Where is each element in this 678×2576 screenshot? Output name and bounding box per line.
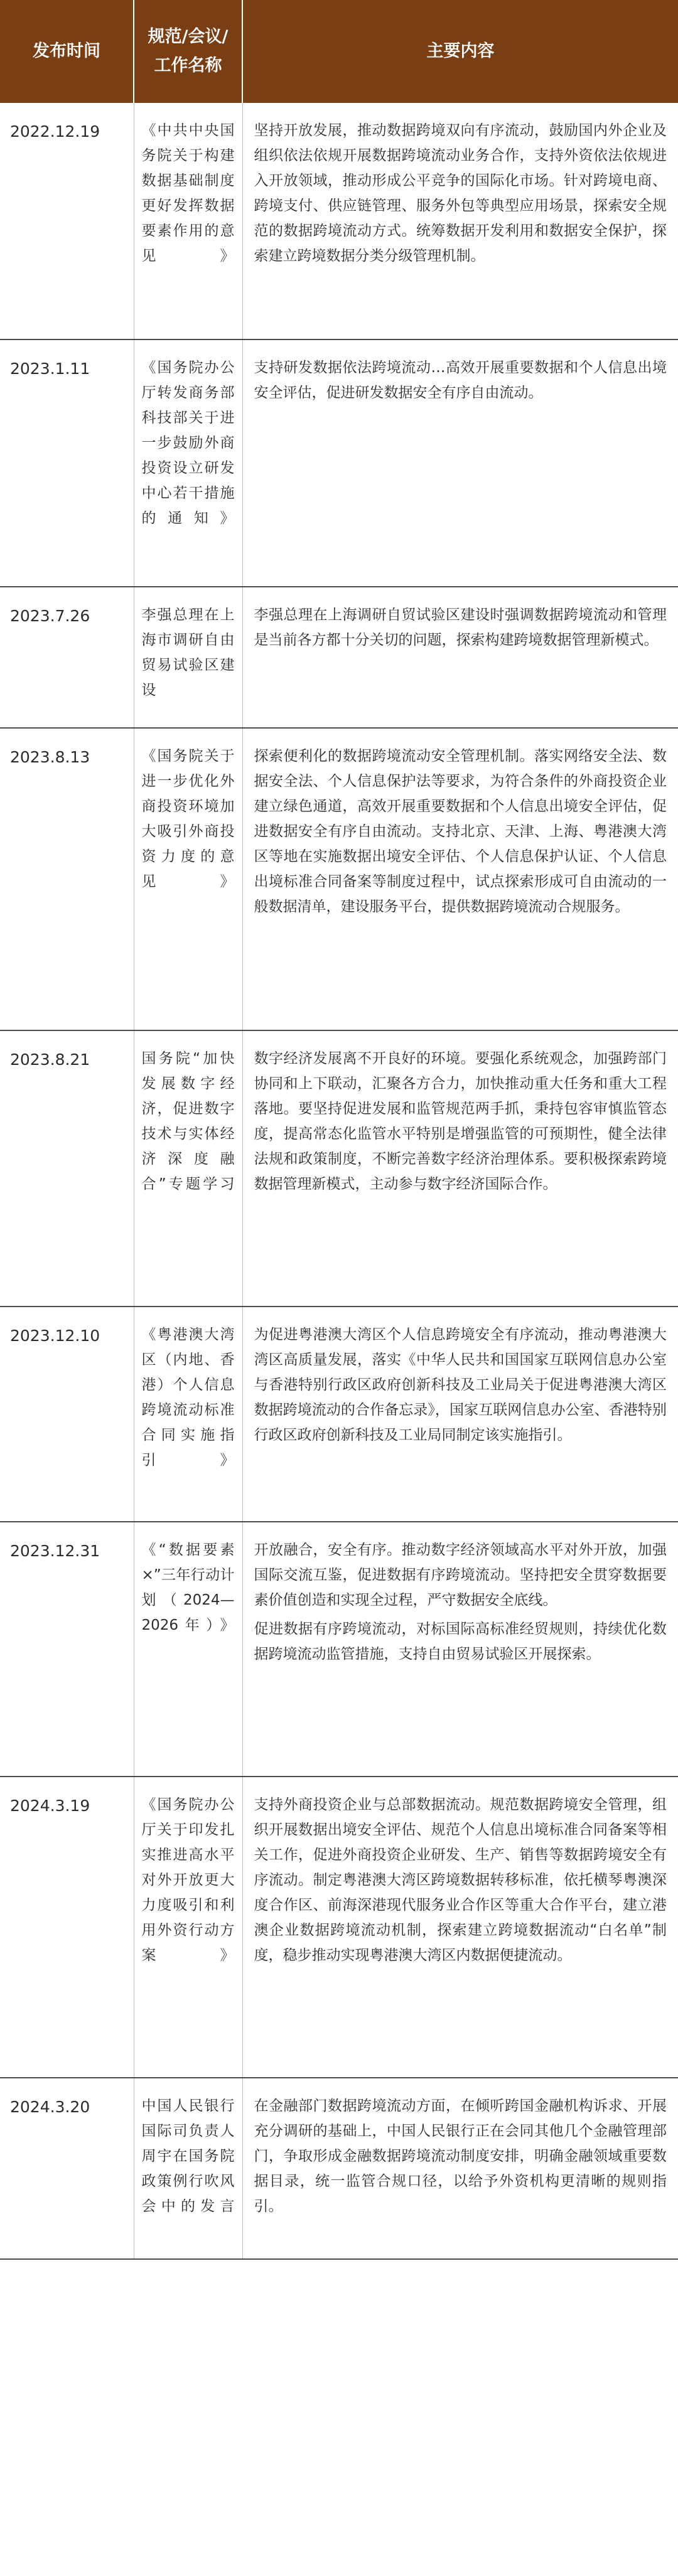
table-row — [0, 103, 678, 339]
row-content — [242, 1030, 678, 1307]
header-content: 主要内容 — [242, 0, 678, 103]
table-row — [0, 339, 678, 587]
row-content — [242, 728, 678, 1030]
header-name — [134, 0, 242, 103]
row-name: 《“数据要素×”三年行动计划（2024—2026年）》 — [134, 1522, 242, 1777]
row-name: 中国人民银行国际司负责人周宇在国务院政策例行吹风会中的发言 — [134, 2078, 242, 2259]
row-name: 《粤港澳大湾区（内地、香港）个人信息跨境流动标准合同实施指引》 — [134, 1307, 242, 1522]
row-content-text: 在金融部门数据跨境流动方面，在倾听跨国金融机构诉求、开展充分调研的基础上，中国人民银行正在会同其他几个金融管理部门，争取形成金融数据跨境流动制度安排，明确金融领域重要数据目录，统一监管合规口径，以给予外资机构更清晰的规则指引。 — [254, 2098, 667, 2215]
row-content — [242, 587, 678, 728]
row-name: 《国务院办公厅转发商务部科技部关于进一步鼓励外商投资设立研发中心若干措施的通知》 — [134, 339, 242, 587]
header-date: 发布时间 — [0, 0, 134, 103]
row-date: 2023.12.31 — [0, 1522, 134, 1777]
row-date: 2022.12.19 — [0, 103, 134, 339]
row-content — [242, 339, 678, 587]
table-row — [0, 1522, 678, 1777]
table-row — [0, 1030, 678, 1307]
row-content — [242, 103, 678, 339]
row-content-text: 支持研发数据依法跨境流动…高效开展重要数据和个人信息出境安全评估，促进研发数据安全有序自由流动。 — [254, 360, 667, 401]
row-name: 《国务院关于进一步优化外商投资环境加大吸引外商投资力度的意见》 — [134, 728, 242, 1030]
row-date: 2023.12.10 — [0, 1307, 134, 1522]
row-date: 2024.3.19 — [0, 1777, 134, 2078]
row-date: 2023.1.11 — [0, 339, 134, 587]
table-header-row — [0, 0, 678, 103]
row-content — [242, 1522, 678, 1777]
row-content — [242, 1777, 678, 2078]
row-name: 《国务院办公厅关于印发扎实推进高水平对外开放更大力度吸引和利用外资行动方案》 — [134, 1777, 242, 2078]
row-date: 2024.3.20 — [0, 2078, 134, 2259]
row-content-text: 坚持开放发展，推动数据跨境双向有序流动，鼓励国内外企业及组织依法依规开展数据跨境流动业务合作，支持外资依法依规进入开放领域，推动形成公平竞争的国际化市场。针对跨境电商、跨境支付、供应链管理、服务外包等典型应用场景，探索安全规范的数据跨境流动方式。统筹数据开发利用和数据安全保护，探索建立跨境数据分类分级管理机制。 — [254, 122, 667, 264]
row-date: 2023.8.13 — [0, 728, 134, 1030]
row-name: 李强总理在上海市调研自由贸易试验区建设 — [134, 587, 242, 728]
row-content-text: 为促进粤港澳大湾区个人信息跨境安全有序流动，推动粤港澳大湾区高质量发展，落实《中华人民共和国国家互联网信息办公室与香港特别行政区政府创新科技及工业局关于促进粤港澳大湾区数据跨境流动的合作备忘录》，国家互联网信息办公室、香港特别行政区政府创新科技及工业局同制定该实施指引。 — [254, 1327, 667, 1443]
header-name-label: 规范/会议/工作名称 — [148, 27, 229, 75]
row-content-text: 探索便利化的数据跨境流动安全管理机制。落实网络安全法、数据安全法、个人信息保护法等要求，为符合条件的外商投资企业建立绿色通道，高效开展重要数据和个人信息出境安全评估，促进数据安全有序自由流动。支持北京、天津、上海、粤港澳大湾区等地在实施数据出境安全评估、个人信息保护认证、个人信息出境标准合同备案等制度过程中，试点探索形成可自由流动的一般数据清单，建设服务平台，提供数据跨境流动合规服务。 — [254, 748, 667, 915]
row-name: 《中共中央国务院关于构建数据基础制度更好发挥数据要素作用的意见》 — [134, 103, 242, 339]
row-name: 国务院“加快发展数字经济，促进数字技术与实体经济深度融合”专题学习 — [134, 1030, 242, 1307]
row-content — [242, 2078, 678, 2259]
table-row — [0, 1307, 678, 1522]
table-row — [0, 2078, 678, 2259]
row-content — [242, 1307, 678, 1522]
row-date: 2023.8.21 — [0, 1030, 134, 1307]
row-content-text: 数字经济发展离不开良好的环境。要强化系统观念，加强跨部门协同和上下联动，汇聚各方合力，加快推动重大任务和重大工程落地。要坚持促进发展和监管规范两手抓，秉持包容审慎监管态度，提高常态化监管水平特别是增强监管的可预期性，健全法律法规和政策制度，不断完善数字经济治理体系。要积极探索跨境数据管理新模式，主动参与数字经济国际合作。 — [254, 1050, 667, 1192]
table-row — [0, 587, 678, 728]
row-content-text: 支持外商投资企业与总部数据流动。规范数据跨境安全管理，组织开展数据出境安全评估、规范个人信息出境标准合同备案等相关工作，促进外商投资企业研发、生产、销售等数据跨境安全有序流动。制定粤港澳大湾区跨境数据转移标准，依托横琴粤澳深度合作区、前海深港现代服务业合作区等重大合作平台，建立港澳企业数据跨境流动机制，探索建立跨境数据流动“白名单”制度，稳步推动实现粤港澳大湾区内数据便捷流动。 — [254, 1797, 667, 1964]
row-content-text: 李强总理在上海调研自贸试验区建设时强调数据跨境流动和管理是当前各方都十分关切的问题，探索构建跨境数据管理新模式。 — [254, 607, 667, 648]
table-row — [0, 1777, 678, 2078]
row-content-text: 促进数据有序跨境流动，对标国际高标准经贸规则，持续优化数据跨境流动监管措施，支持自由贸易试验区开展探索。 — [254, 1621, 667, 1662]
table-row — [0, 728, 678, 1030]
row-date: 2023.7.26 — [0, 587, 134, 728]
row-content-text: 开放融合，安全有序。推动数字经济领域高水平对外开放，加强国际交流互鉴，促进数据有序跨境流动。坚持把安全贯穿数据要素价值创造和实现全过程，严守数据安全底线。 — [254, 1542, 667, 1608]
